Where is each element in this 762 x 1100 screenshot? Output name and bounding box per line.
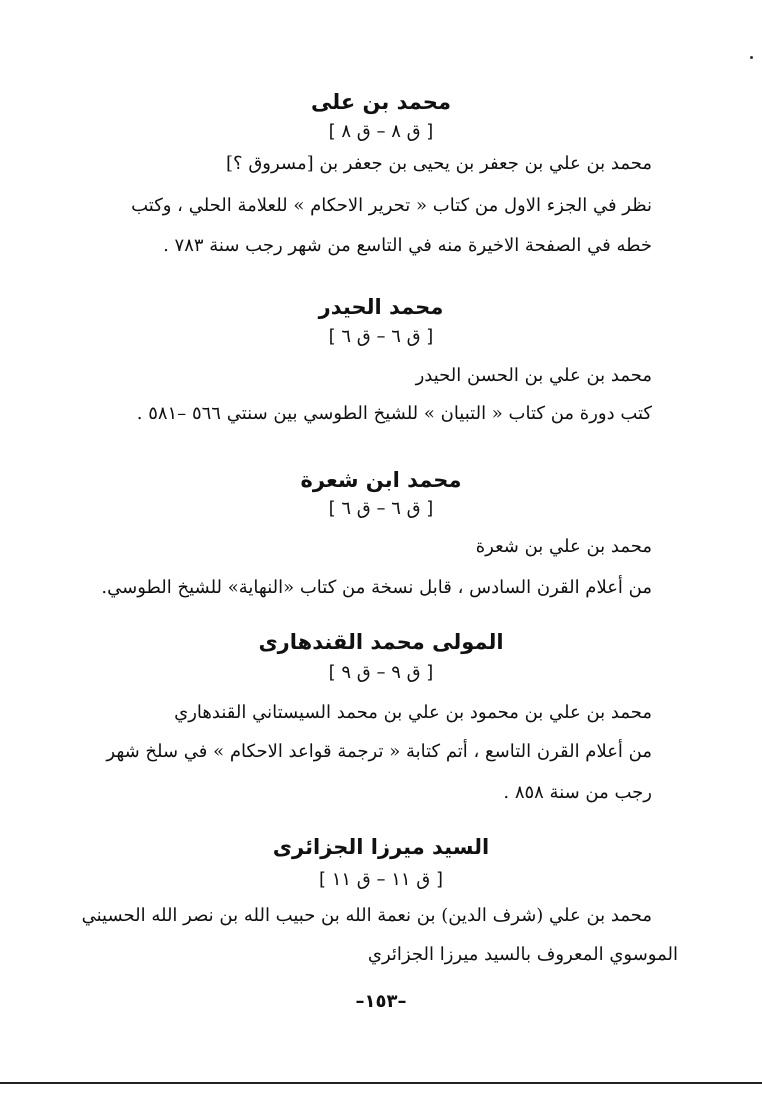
entry-text-line: محمد بن علي بن شعرة (475, 536, 652, 557)
entry-century-range: [ ق ١١ – ق ١١ ] (318, 869, 443, 890)
entry-century-range: [ ق ٦ – ق ٦ ] (328, 498, 434, 519)
entry-title: المولی محمد القندهاری (258, 630, 504, 654)
entry-century-range: [ ق ٩ – ق ٩ ] (328, 662, 434, 683)
entry-title: السید میرزا الجزائری (272, 835, 490, 859)
entry-text-line: محمد بن علي بن جعفر بن يحيى بن جعفر بن [مسروق ؟] (226, 153, 652, 174)
entry-text-line: محمد بن علي بن الحسن الحيدر (415, 365, 652, 386)
entry-text-line: نظر في الجزء الاول من كتاب « تحرير الاحكام » للعلامة الحلي ، وكتب (131, 195, 652, 216)
entry-title: محمد الحیدر (318, 295, 444, 319)
page-number: –١٥٣– (355, 991, 407, 1012)
entry-century-range: [ ق ٦ – ق ٦ ] (328, 326, 434, 347)
bottom-rule (0, 1082, 762, 1084)
entry-text-line: رجب من سنة ٨٥٨ . (503, 782, 652, 803)
entry-title: محمد ابن شعرة (300, 468, 462, 492)
entry-text-line: محمد بن علي بن محمود بن علي بن محمد السيستاني القندهاري (174, 702, 652, 723)
entry-text-line: خطه في الصفحة الاخيرة منه في التاسع من شهر رجب سنة ٧٨٣ . (163, 235, 652, 256)
entry-title: محمد بن علی (311, 90, 451, 114)
scan-speck (750, 56, 753, 59)
entry-text-line: الموسوي المعروف بالسيد ميرزا الجزائري (367, 944, 678, 965)
entry-text-line: من أعلام القرن السادس ، قابل نسخة من كتاب «النهاية» للشيخ الطوسي. (101, 577, 652, 598)
entry-text-line: كتب دورة من كتاب « التبيان » للشيخ الطوسي بين سنتي ٥٦٦ –٥٨١ . (136, 403, 652, 424)
entry-text-line: محمد بن علي (شرف الدين) بن نعمة الله بن حبيب الله بن نصر الله الحسيني (81, 905, 652, 926)
entry-text-line: من أعلام القرن التاسع ، أتم كتابة « ترجمة قواعد الاحكام » في سلخ شهر (106, 741, 652, 762)
entry-century-range: [ ق ٨ – ق ٨ ] (328, 121, 434, 142)
